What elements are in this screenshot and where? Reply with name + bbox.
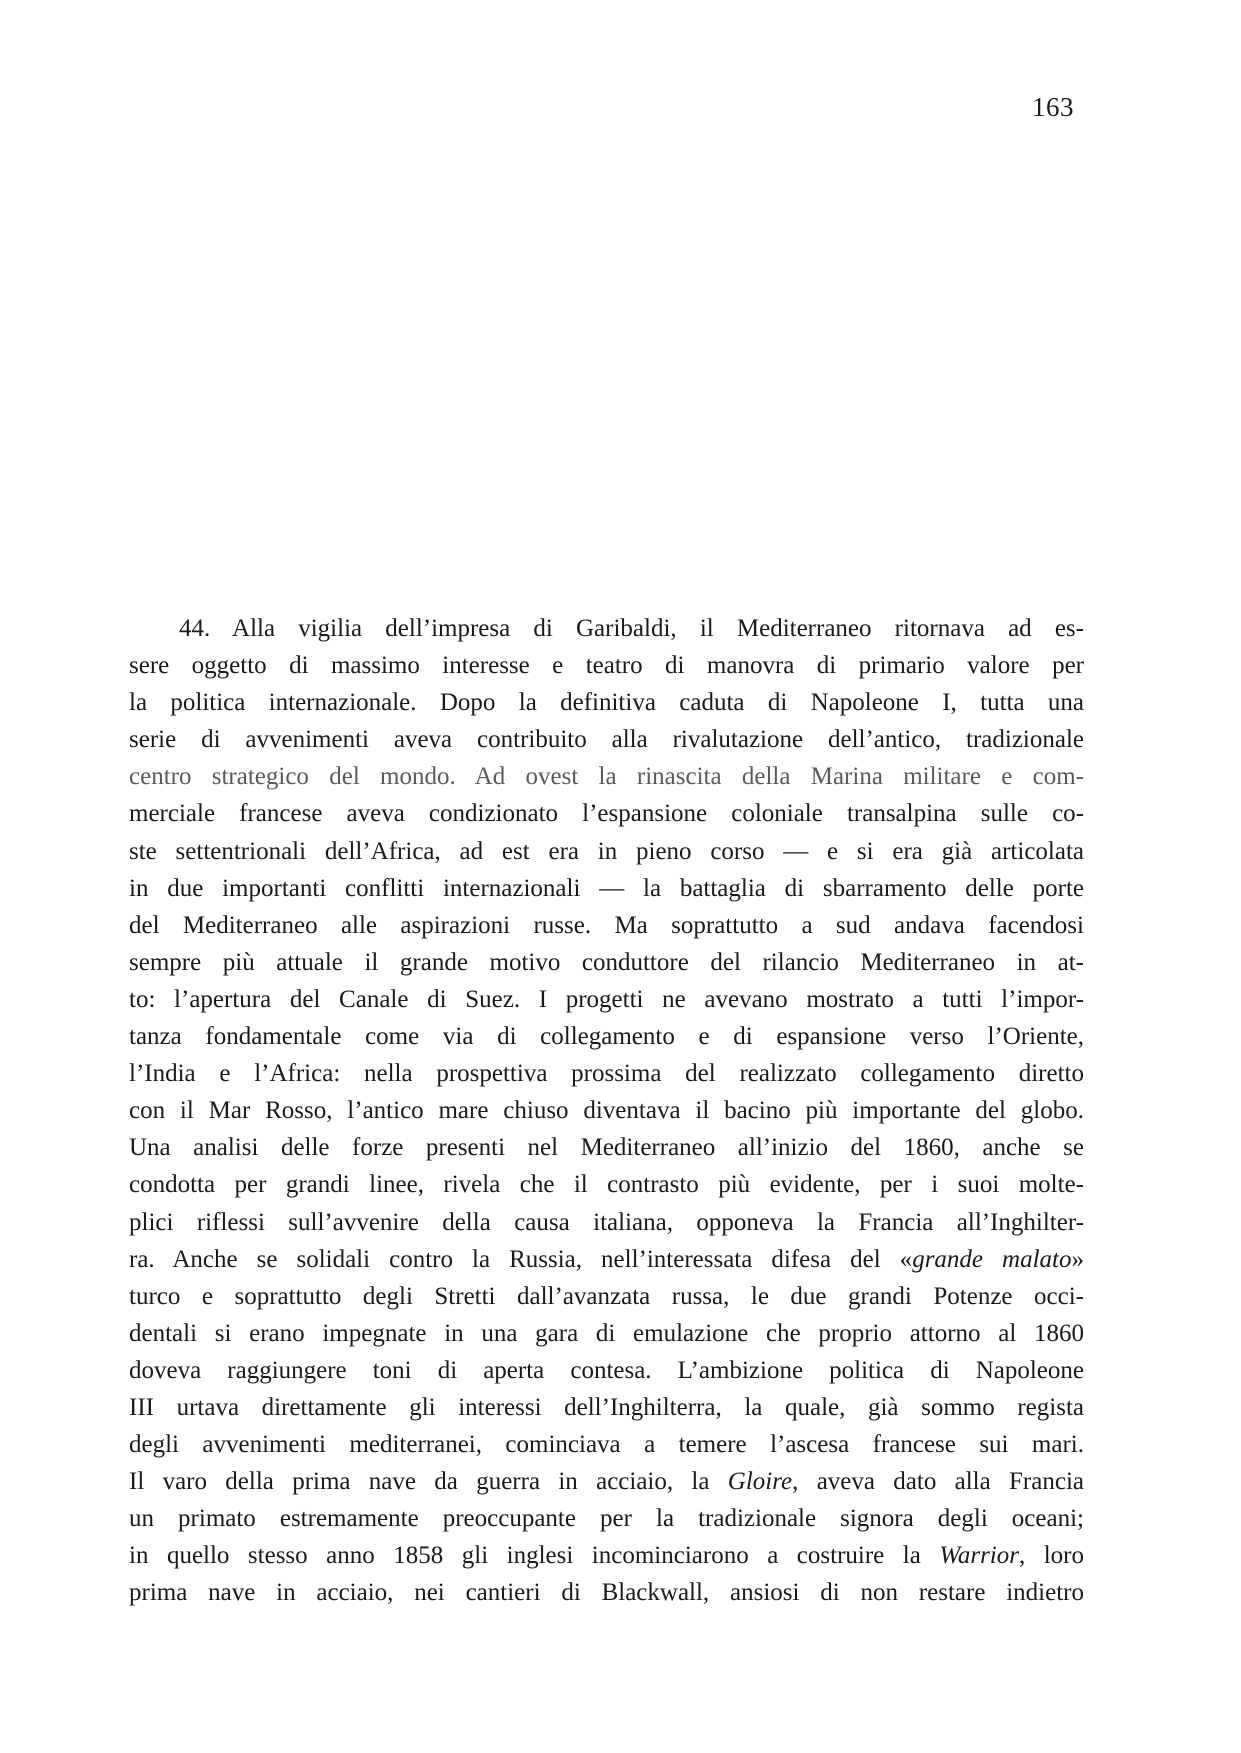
text-line: degli avvenimenti mediterranei, cominciava a temere l’ascesa francese sui mari.: [129, 1431, 1084, 1459]
text-line: tanza fondamentale come via di collegamento e di espansione verso l’Oriente,: [129, 1023, 1084, 1051]
text-line: sere oggetto di massimo interesse e teatro di manovra di primario valore per: [129, 652, 1084, 680]
text-line: un primato estremamente preoccupante per la tradizionale signora degli oceani;: [129, 1505, 1084, 1533]
text-line: del Mediterraneo alle aspirazioni russe. Ma soprattutto a sud andava facendosi: [129, 911, 1084, 939]
italic-span: Gloire: [727, 1468, 793, 1496]
italic-span: Warrior: [939, 1542, 1019, 1570]
text-line: sempre più attuale il grande motivo conduttore del rilancio Mediterraneo in at-: [129, 948, 1084, 976]
text-line: prima nave in acciaio, nei cantieri di Blackwall, ansiosi di non restare indietro: [129, 1579, 1084, 1607]
text-line: serie di avvenimenti aveva contribuito alla rivalutazione dell’antico, tradizionale: [129, 726, 1084, 754]
text-line: condotta per grandi linee, rivela che il contrasto più evidente, per i suoi molte-: [129, 1171, 1084, 1199]
text-line-italic-mix: [129, 1463, 1084, 1500]
text-line: dentali si erano impegnate in una gara di emulazione che proprio attorno al 1860: [129, 1319, 1084, 1347]
text-line: con il Mar Rosso, l’antico mare chiuso diventava il bacino più importante del globo.: [129, 1097, 1084, 1125]
text-span: Il varo della prima nave da guerra in acciaio, la: [129, 1468, 728, 1496]
text-line-italic-mix: [129, 1241, 1084, 1278]
text-line: merciale francese aveva condizionato l’espansione coloniale transalpina sulle co-: [129, 800, 1084, 828]
text-span: , aveva dato alla Francia: [792, 1468, 1084, 1496]
body-paragraph: [129, 610, 1084, 1612]
text-line: plici riflessi sull’avvenire della causa italiana, opponeva la Francia all’Inghilter-: [129, 1208, 1084, 1236]
text-span: in quello stesso anno 1858 gli inglesi incominciarono a costruire la: [129, 1542, 940, 1570]
text-line: doveva raggiungere toni di aperta contesa. L’ambizione politica di Napoleone: [129, 1356, 1084, 1384]
text-line: in due importanti conflitti internazionali — la battaglia di sbarramento delle porte: [129, 874, 1084, 902]
italic-span: grande malato: [912, 1245, 1072, 1273]
page-number: 163: [1032, 92, 1074, 122]
text-line: centro strategico del mondo. Ad ovest la rinascita della Marina militare e com-: [129, 763, 1084, 791]
text-line: III urtava direttamente gli interessi dell’Inghilterra, la quale, già sommo regista: [129, 1393, 1084, 1421]
text-span: , loro: [1018, 1542, 1085, 1570]
text-line: Una analisi delle forze presenti nel Mediterraneo all’inizio del 1860, anche se: [129, 1134, 1084, 1162]
text-line: to: l’apertura del Canale di Suez. I progetti ne avevano mostrato a tutti l’impor-: [129, 985, 1084, 1013]
text-span: »: [1071, 1245, 1084, 1273]
text-line: la politica internazionale. Dopo la definitiva caduta di Napoleone I, tutta una: [129, 689, 1084, 717]
text-line: turco e soprattutto degli Stretti dall’avanzata russa, le due grandi Potenze occi-: [129, 1282, 1084, 1310]
text-line: l’India e l’Africa: nella prospettiva prossima del realizzato collegamento diretto: [129, 1060, 1084, 1088]
text-line: 44. Alla vigilia dell’impresa di Garibaldi, il Mediterraneo ritornava ad es-: [179, 615, 1084, 642]
text-line-italic-mix: [129, 1537, 1084, 1574]
text-span: ra. Anche se solidali contro la Russia, nell’interessata difesa del «: [129, 1245, 913, 1273]
text-line: ste settentrionali dell’Africa, ad est era in pieno corso — e si era già articolata: [129, 837, 1084, 865]
